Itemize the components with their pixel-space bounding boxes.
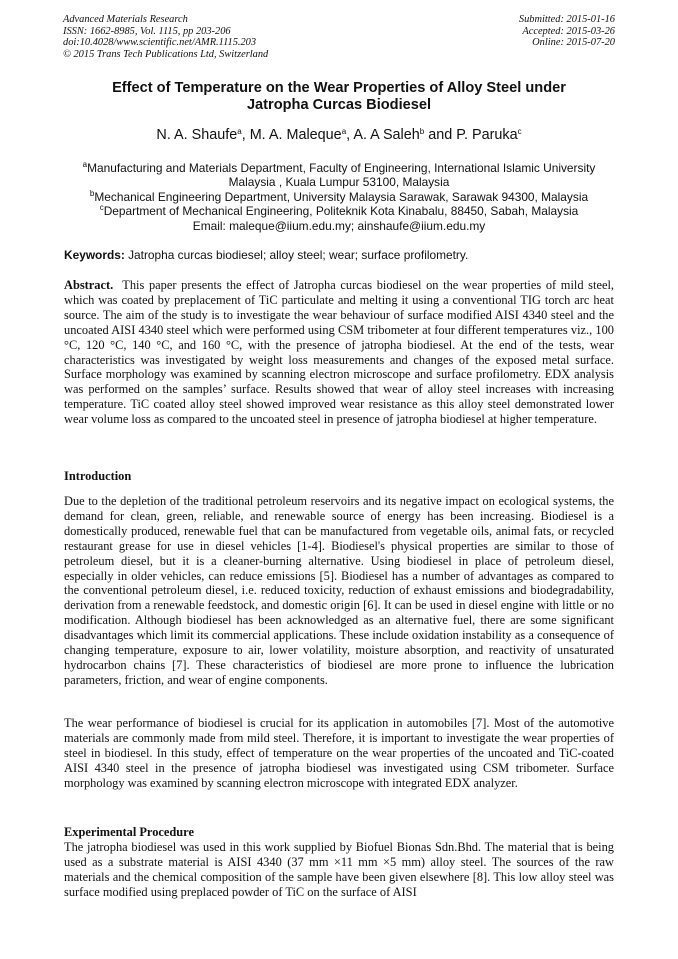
introduction-paragraph-1	[64, 494, 614, 688]
keywords-label: Keywords:	[64, 248, 125, 262]
keywords-text: Jatropha curcas biodiesel; alloy steel; wear; surface profilometry.	[128, 248, 469, 262]
journal-name: Advanced Materials Research	[63, 14, 188, 25]
affiliation-mark: b	[419, 127, 425, 136]
affiliation-mark: a	[237, 127, 242, 136]
affiliation-mark: a	[341, 127, 347, 136]
publication-info	[63, 14, 268, 60]
author-list: N. A. Shaufe$^a$, M. A. Maleque$^a$, A. A Saleh$^b$ and P. Paruka$^c$	[156, 127, 522, 143]
affiliation-text: Mechanical Engineering Department, University Malaysia Sarawak, Sarawak 94300, Malaysia	[94, 189, 589, 204]
experimental-heading: Experimental Procedure	[64, 825, 194, 839]
introduction-heading: Introduction	[64, 469, 132, 483]
title-line-2: Jatropha Curcas Biodiesel	[246, 97, 432, 113]
paper-title	[60, 80, 618, 114]
author-name: N. A. Shaufe	[156, 127, 238, 143]
doi-line[interactable]: doi:10.4028/www.scientific.net/AMR.1115.203	[63, 37, 257, 49]
paragraph-text: The jatropha biodiesel was used in this work supplied by Biofuel Bionas Sdn.Bhd. The material that is being used as a substrate material is AISI 4340 (37 mm ×11 mm ×5 mm) alloy steel. The sources of the raw materials and the chemical composition of the sample have been given elsewhere [8]. This low alloy steel was surface modified using preplaced powder of TiC on the surface of AISI	[64, 840, 614, 899]
affiliation-b	[60, 190, 618, 204]
affiliation-c	[60, 204, 618, 218]
affiliation-text: Manufacturing and Materials Department, Faculty of Engineering, International Islamic University	[87, 161, 596, 175]
author-name: M. A. Maleque	[249, 127, 342, 143]
title-line-1: Effect of Temperature on the Wear Properties of Alloy Steel under	[112, 80, 566, 96]
affiliation-mark: b	[89, 188, 95, 198]
author-emails[interactable]: Email: maleque@iium.edu.my; ainshaufe@iium.edu.my	[192, 218, 486, 233]
affiliation-a-continued: Malaysia , Kuala Lumpur 53100, Malaysia	[228, 175, 450, 190]
submitted-date: Submitted: 2015-01-16	[518, 14, 615, 25]
abstract-text: This paper presents the effect of Jatropha curcas biodiesel on the wear properties of mild steel, which was coated by preplacement of TiC particulate and melting it using a conventional TIG torch arc heat source. The aim of the study is to investigate the wear behaviour of surface modified AISI 4340 steel and the uncoated AISI 4340 steel which were performed using CSM tribometer at four different temperatures viz., 100 °C, 120 °C, 140 °C, and 160 °C, with the presence of jatropha biodiesel. At the end of the tests, wear characteristics was investigated by weight loss measurements and changes of the exposed metal surface. Surface morphology was examined by scanning electron microscope and surface profilometry. EDX analysis was performed on the samples’ surface. Results showed that wear of alloy steel increases with increasing temperature. TiC coated alloy steel showed improved wear resistance as this alloy steel demonstrated lower wear volume loss as compared to the uncoated steel in presence of jatropha biodiesel at higher temperature.	[64, 278, 614, 427]
affiliation-mark: c	[99, 203, 104, 213]
affiliation-a	[60, 161, 618, 175]
abstract	[64, 278, 614, 427]
introduction-paragraph-2	[64, 716, 614, 791]
affiliation-text: Department of Mechanical Engineering, Politeknik Kota Kinabalu, 88450, Sabah, Malaysia	[103, 204, 579, 219]
abstract-paragraph	[64, 278, 614, 427]
accepted-date: Accepted: 2015-03-26	[522, 25, 615, 37]
abstract-label: Abstract.	[64, 278, 114, 292]
author-name: A. A Saleh	[353, 127, 420, 143]
experimental-paragraph	[64, 840, 614, 900]
online-date: Online: 2015-07-20	[532, 37, 615, 49]
affiliations	[60, 161, 618, 233]
paragraph-text: Due to the depletion of the traditional petroleum reservoirs and its negative impact on ecological systems, the demand for clean, green, reliable, and renewable source of energy has been increasing. Biodiesel is a domestically produced, renewable fuel that can be manufactured from vegetable oils, animal fats, or recycled restaurant grease for use in diesel vehicles [1-4]. Biodiesel's physical properties are similar to those of petroleum diesel, but it is a cleaner-burning alternative. Using biodiesel in place of petroleum diesel, especially in older vehicles, can reduce emissions [5]. Biodiesel has a number of advantages as compared to the conventional petroleum diesel, i.e. reduced toxicity, reduction of exhaust emissions and biodegradability, derivation from a renewable feedstock, and domestic origin [6]. It can be used in diesel engine with little or no modification. Although biodiesel has been acknowledged as an alternative fuel, there are some significant disadvantages which limit its commercial applications. These include oxidation instability as a consequence of changing temperature, exposure to air, lower volatility, moisture absorption, and reactivity of unsaturated hydrocarbon chains [7]. These characteristics of biodiesel are more prone to influence the lubrication parameters, friction, and wear of engine components.	[64, 494, 614, 687]
affiliation-mark: c	[517, 127, 522, 136]
issn-line: ISSN: 1662-8985, Vol. 1115, pp 203-206	[63, 25, 231, 37]
publication-dates	[519, 14, 615, 49]
author-conjunction: and	[428, 127, 453, 143]
keywords	[64, 248, 616, 262]
affiliation-mark: a	[82, 160, 88, 169]
paragraph-text: The wear performance of biodiesel is crucial for its application in automobiles [7]. Most of the automotive materials are commonly made from mild steel. Therefore, it is important to investigate the wear properties of steel in biodiesel. In this study, effect of temperature on the wear properties of the uncoated and TiC-coated AISI 4340 steel in the presence of jatropha biodiesel was investigated using CSM tribometer. Surface morphology was examined by scanning electron microscope with integrated EDX analyzer.	[64, 716, 614, 790]
author-name: P. Paruka	[456, 127, 518, 143]
copyright-line: © 2015 Trans Tech Publications Ltd, Switzerland	[63, 48, 269, 60]
